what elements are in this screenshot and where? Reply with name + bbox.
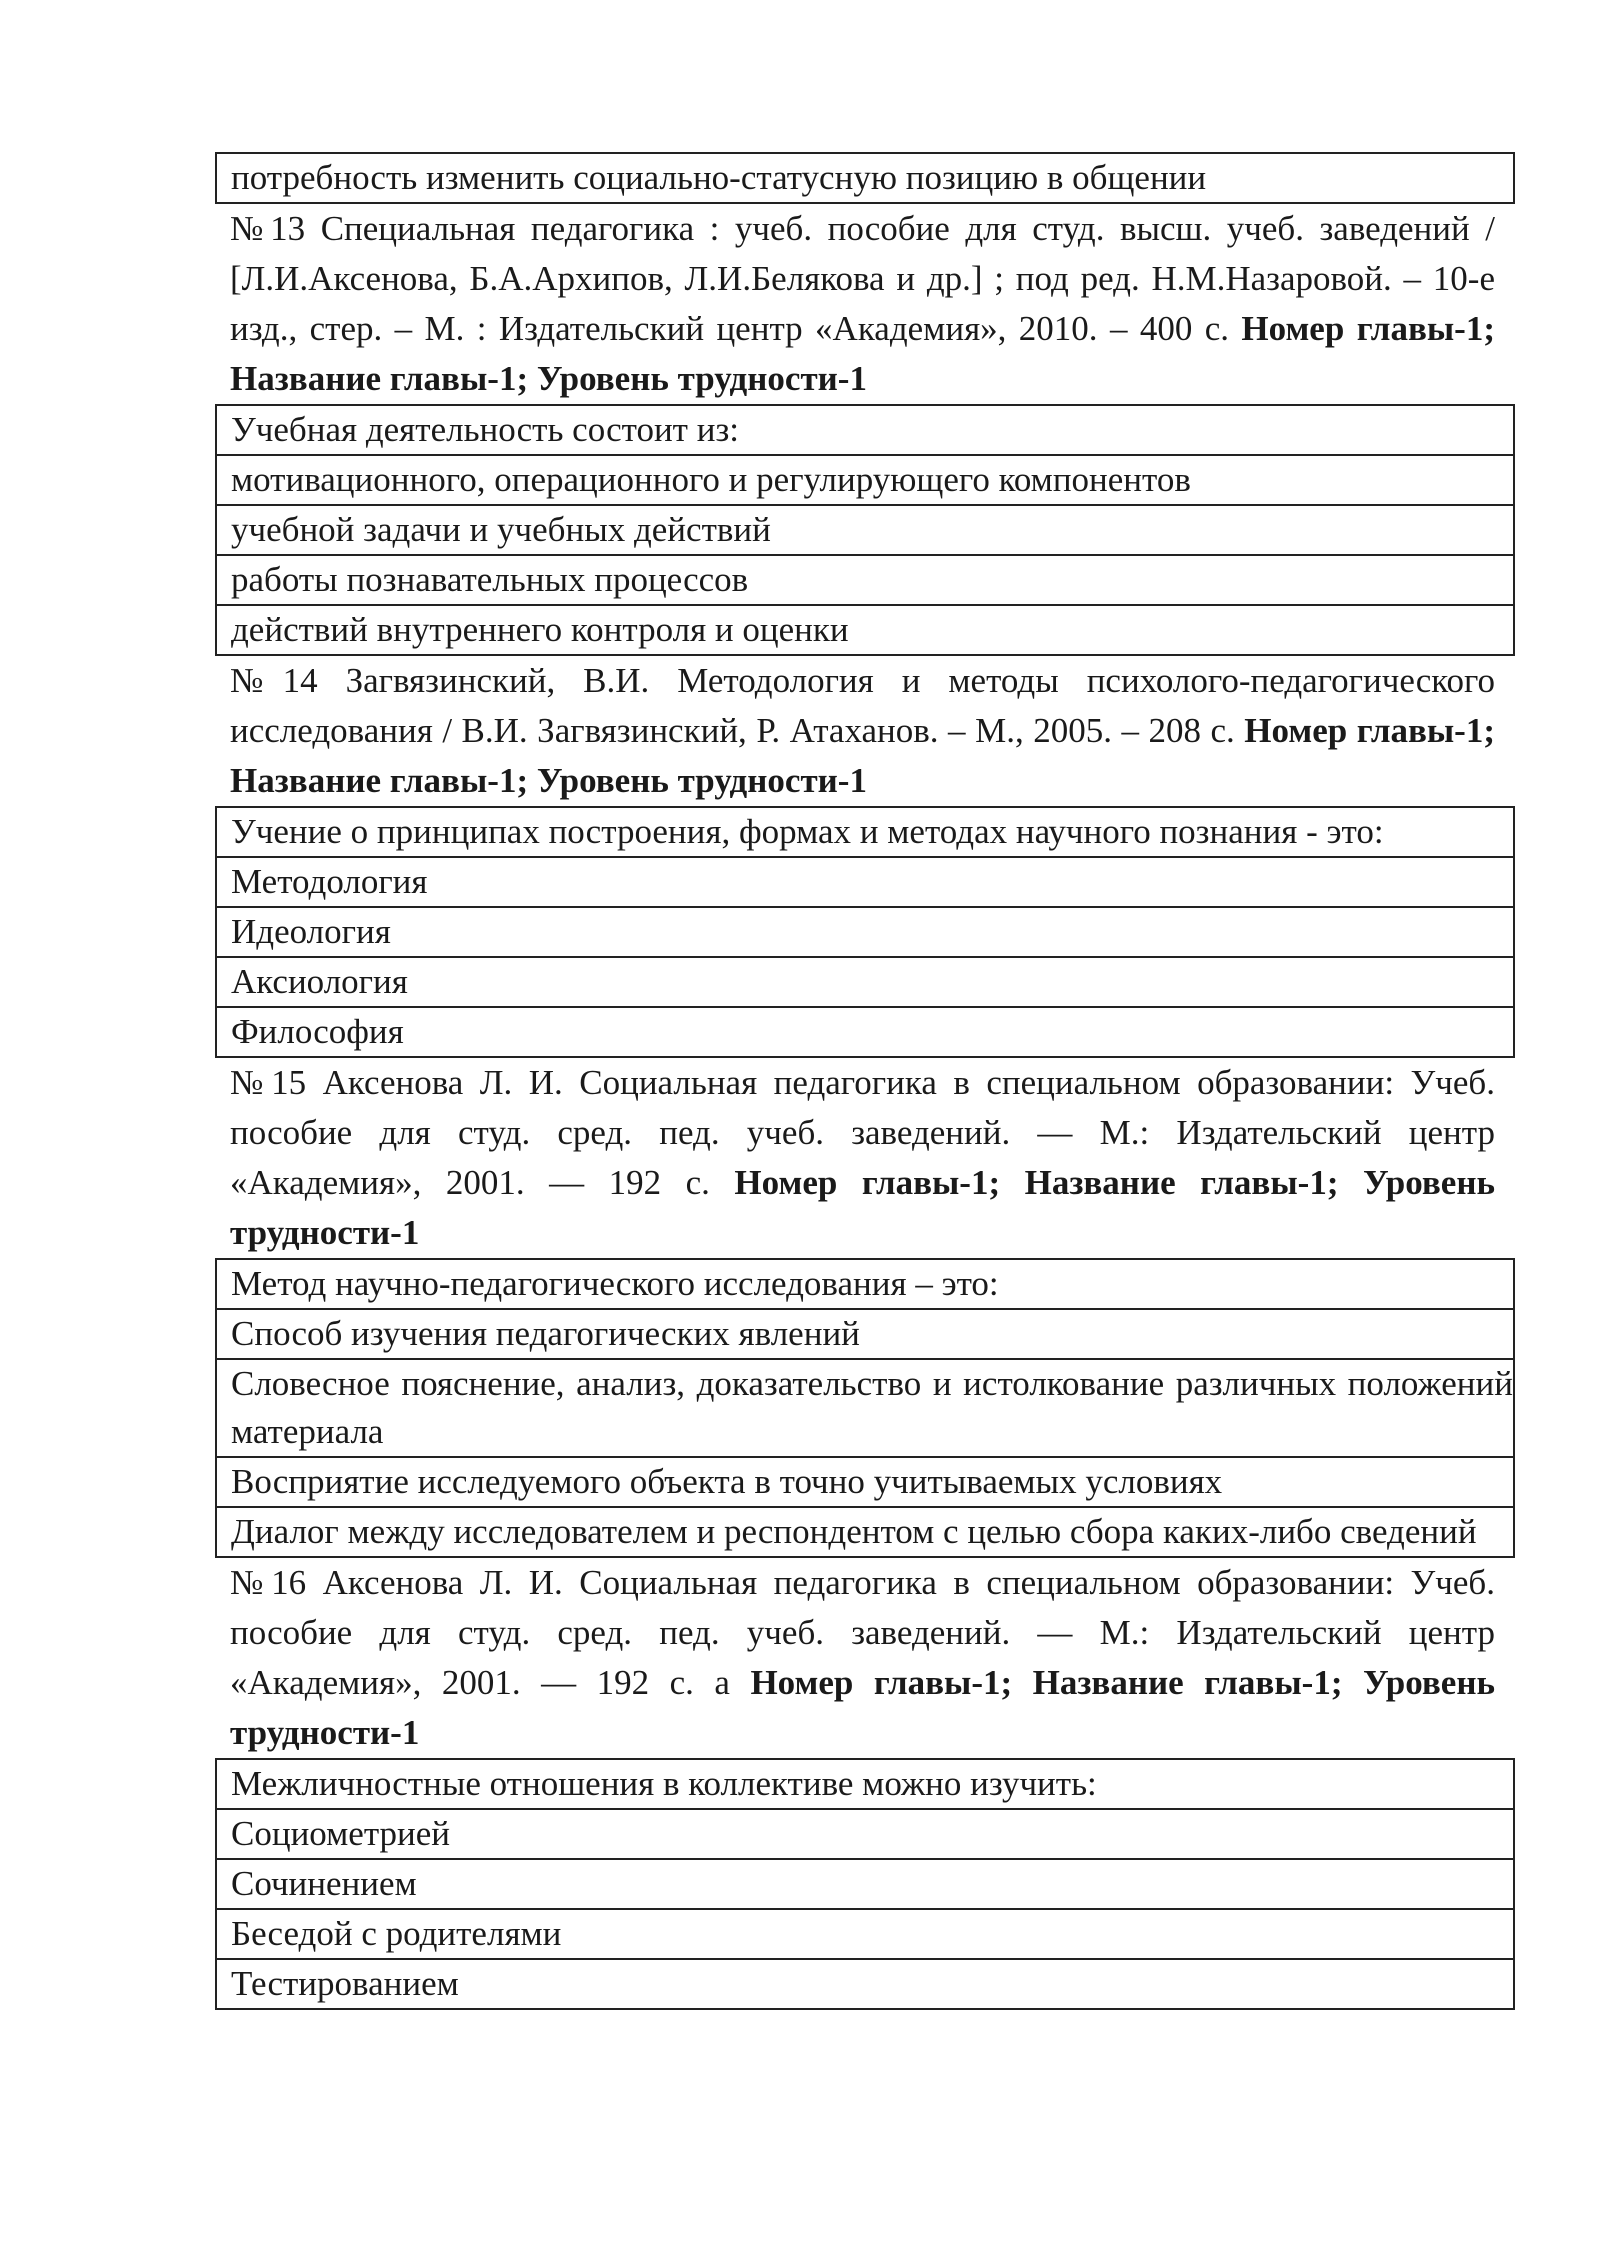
question-cell: Учебная деятельность состоит из: <box>216 405 1514 455</box>
question-number: №15 <box>230 1063 307 1102</box>
table-row <box>216 1309 1514 1359</box>
question-source <box>215 656 1515 806</box>
table-row <box>216 907 1514 957</box>
question-source <box>215 1058 1515 1258</box>
table-row <box>216 1759 1514 1809</box>
question-number: №16 <box>230 1563 307 1602</box>
table-cell: потребность изменить социально-статусную позицию в общении <box>216 153 1514 203</box>
source-text: Аксенова Л. И. Социальная педагогика в специальном образовании: Учеб. пособие для студ. сред. пед. учеб. заведений. — М.: Издательский центр «Академия», 2001. — 192 с. а <box>230 1563 1495 1702</box>
answer-cell: Словесное пояснение, анализ, доказательство и истолкование различных положений материала <box>216 1359 1514 1457</box>
table-row <box>216 1507 1514 1557</box>
answer-cell: учебной задачи и учебных действий <box>216 505 1514 555</box>
question-source <box>215 204 1515 404</box>
question-cell: Учение о принципах построения, формах и методах научного познания - это: <box>216 807 1514 857</box>
table-row <box>216 957 1514 1007</box>
table-row <box>216 1859 1514 1909</box>
answer-cell: Сочинением <box>216 1859 1514 1909</box>
table-row <box>216 1809 1514 1859</box>
answer-table <box>215 806 1515 1058</box>
answer-cell: Философия <box>216 1007 1514 1057</box>
source-text: Загвязинский, В.И. Методология и методы психолого-педагогического исследования / В.И. Загвязинский, Р. Атаханов. – М., 2005. – 208 с. <box>230 661 1495 750</box>
table-row <box>216 1959 1514 2009</box>
table-row <box>216 405 1514 455</box>
answer-cell: действий внутреннего контроля и оценки <box>216 605 1514 655</box>
answer-cell: Беседой с родителями <box>216 1909 1514 1959</box>
answer-table <box>215 404 1515 656</box>
question-number: №13 <box>230 209 306 248</box>
table-row <box>216 153 1514 203</box>
chapter-info: Номер главы-1; Название главы-1; Уровень трудности-1 <box>230 711 1495 800</box>
table-row <box>216 1909 1514 1959</box>
question-number: №14 <box>230 661 318 700</box>
answer-cell: Тестированием <box>216 1959 1514 2009</box>
table-row <box>216 807 1514 857</box>
source-text: Специальная педагогика : учеб. пособие для студ. высш. учеб. заведений / [Л.И.Аксенова, Б.А.Архипов, Л.И.Белякова и др.] ; под ред. Н.М.Назаровой. – 10-е изд., стер. – М. : Издательский центр «Академия», 2010. – 400 с. <box>230 209 1495 348</box>
table-row <box>216 857 1514 907</box>
table-row <box>216 1359 1514 1457</box>
document-page <box>215 152 1515 2010</box>
answer-cell: Идеология <box>216 907 1514 957</box>
answer-cell: Социометрией <box>216 1809 1514 1859</box>
answer-table <box>215 1758 1515 2010</box>
chapter-info: Номер главы-1; Название главы-1; Уровень трудности-1 <box>230 1663 1495 1752</box>
question-cell: Межличностные отношения в коллективе можно изучить: <box>216 1759 1514 1809</box>
table-row <box>216 1007 1514 1057</box>
answer-cell: Восприятие исследуемого объекта в точно учитываемых условиях <box>216 1457 1514 1507</box>
table-row <box>216 605 1514 655</box>
answer-cell: Методология <box>216 857 1514 907</box>
chapter-info: Номер главы-1; Название главы-1; Уровень трудности-1 <box>230 309 1495 398</box>
source-text: Аксенова Л. И. Социальная педагогика в специальном образовании: Учеб. пособие для студ. сред. пед. учеб. заведений. — М.: Издательский центр «Академия», 2001. — 192 с. <box>230 1063 1495 1202</box>
answer-cell: Способ изучения педагогических явлений <box>216 1309 1514 1359</box>
answer-cell: Диалог между исследователем и респондентом с целью сбора каких-либо сведений <box>216 1507 1514 1557</box>
chapter-info: Номер главы-1; Название главы-1; Уровень трудности-1 <box>230 1163 1495 1252</box>
table-row <box>216 555 1514 605</box>
answer-table <box>215 152 1515 204</box>
answer-cell: работы познавательных процессов <box>216 555 1514 605</box>
table-row <box>216 1457 1514 1507</box>
table-row <box>216 455 1514 505</box>
answer-cell: мотивационного, операционного и регулирующего компонентов <box>216 455 1514 505</box>
answer-table <box>215 1258 1515 1558</box>
table-row <box>216 1259 1514 1309</box>
answer-cell: Аксиология <box>216 957 1514 1007</box>
question-cell: Метод научно-педагогического исследования – это: <box>216 1259 1514 1309</box>
table-row <box>216 505 1514 555</box>
question-source <box>215 1558 1515 1758</box>
